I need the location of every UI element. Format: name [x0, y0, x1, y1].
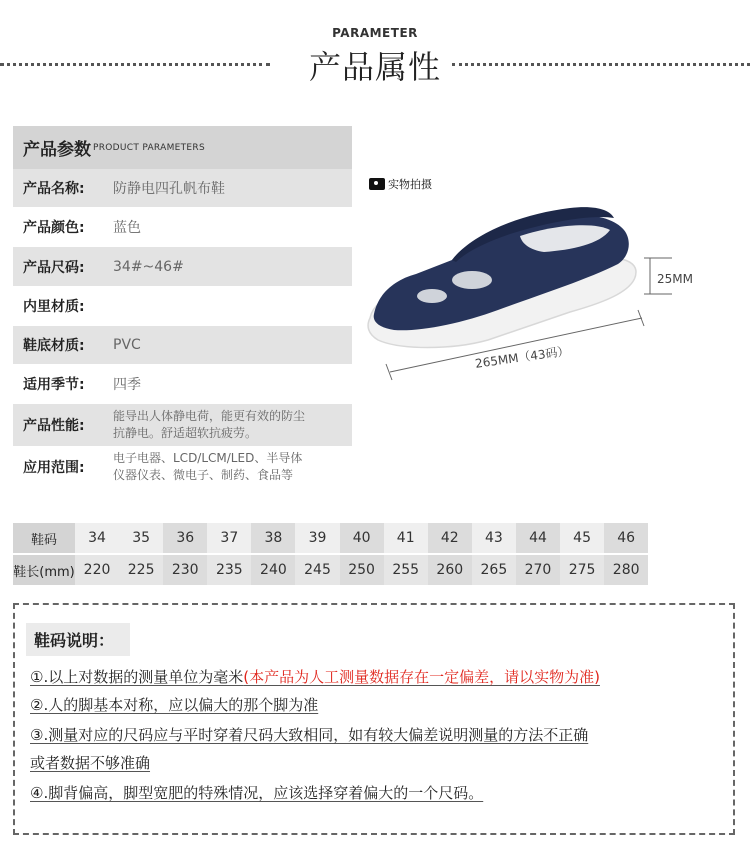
param-label: 适用季节: [23, 377, 85, 393]
params-title-zh: 产品参数 [23, 140, 91, 160]
params-title [13, 126, 352, 169]
param-row-color [13, 207, 352, 247]
param-value: PVC [113, 337, 141, 353]
size-row-header: 鞋码 [13, 523, 75, 554]
length-cell: 250 [340, 554, 384, 586]
shoe-hole [417, 289, 447, 303]
length-cell: 220 [75, 554, 119, 586]
size-cell: 38 [251, 523, 295, 554]
size-row [13, 523, 648, 554]
camera-icon [369, 178, 385, 190]
height-dimension-label: 25MM [657, 272, 693, 286]
length-row [13, 554, 648, 586]
note-1: ①.以上对数据的测量单位为毫米(本产品为人工测量数据存在一定偏差，请以实物为准) [30, 668, 600, 686]
size-cell: 41 [384, 523, 428, 554]
size-cell: 36 [163, 523, 207, 554]
photo-label-text: 实物拍摄 [388, 178, 432, 191]
length-cell: 230 [163, 554, 207, 586]
param-row-sole [13, 326, 352, 364]
length-cell: 255 [384, 554, 428, 586]
param-label: 产品名称: [23, 181, 85, 197]
param-row-size [13, 247, 352, 286]
param-label: 内里材质: [23, 299, 85, 315]
header-zh-title: 产品属性 [308, 48, 441, 86]
product-params-table [13, 126, 352, 488]
length-cell: 280 [604, 554, 648, 586]
size-notes-title: 鞋码说明： [26, 623, 130, 656]
length-cell: 275 [560, 554, 604, 586]
param-value: 四季 [113, 377, 141, 393]
note-2: ②.人的脚基本对称，应以偏大的那个脚为准 [30, 696, 319, 714]
length-cell: 235 [207, 554, 251, 586]
length-cell: 240 [251, 554, 295, 586]
length-cell: 260 [428, 554, 472, 586]
length-cell: 270 [516, 554, 560, 586]
size-cell: 39 [295, 523, 339, 554]
param-label: 产品颜色: [23, 220, 85, 236]
size-cell: 45 [560, 523, 604, 554]
size-cell: 43 [472, 523, 516, 554]
param-row-application [13, 446, 352, 488]
size-cell: 37 [207, 523, 251, 554]
length-cell: 245 [295, 554, 339, 586]
param-row-performance [13, 404, 352, 446]
size-cell: 34 [75, 523, 119, 554]
size-cell: 42 [428, 523, 472, 554]
photo-label [369, 176, 432, 192]
shoe-photo [360, 200, 740, 400]
param-label: 鞋底材质: [23, 338, 85, 354]
size-cell: 46 [604, 523, 648, 554]
length-row-header: 鞋长(mm) [13, 554, 75, 586]
note-4: ④.脚背偏高，脚型宽肥的特殊情况，应该选择穿着偏大的一个尺码。 [30, 784, 484, 802]
shoe-hole [452, 271, 492, 289]
note-1-warning: (本产品为人工测量数据存在一定偏差，请以实物为准) [243, 668, 600, 686]
length-dimension-label: 265MM（43码） [474, 343, 571, 371]
param-value: 电子电器、LCD/LCM/LED、半导体 仪器仪表、微电子、制药、食品等 [113, 451, 303, 482]
param-label: 产品尺码: [23, 259, 85, 276]
length-cell: 225 [119, 554, 163, 586]
size-cell: 35 [119, 523, 163, 554]
param-row-season [13, 364, 352, 404]
size-cell: 40 [340, 523, 384, 554]
params-title-en: PRODUCT PARAMETERS [93, 142, 205, 153]
header-en-title: PARAMETER [332, 26, 418, 40]
length-cell: 265 [472, 554, 516, 586]
param-value: 34#~46# [113, 258, 184, 275]
param-value: 防静电四孔帆布鞋 [113, 181, 225, 197]
param-row-name [13, 169, 352, 207]
param-row-lining [13, 286, 352, 326]
param-value: 蓝色 [113, 220, 141, 236]
size-chart-table [13, 523, 648, 587]
size-cell: 44 [516, 523, 560, 554]
param-label: 产品性能: [23, 418, 85, 434]
note-3: ③.测量对应的尺码应与平时穿着尺码大致相同，如有较大偏差说明测量的方法不正确 [30, 726, 589, 744]
param-value: 能导出人体静电荷，能更有效的防尘 抗静电。舒适超软抗疲劳。 [113, 409, 306, 440]
note-3-continued: 或者数据不够准确 [30, 754, 151, 772]
param-label: 应用范围: [23, 460, 85, 476]
